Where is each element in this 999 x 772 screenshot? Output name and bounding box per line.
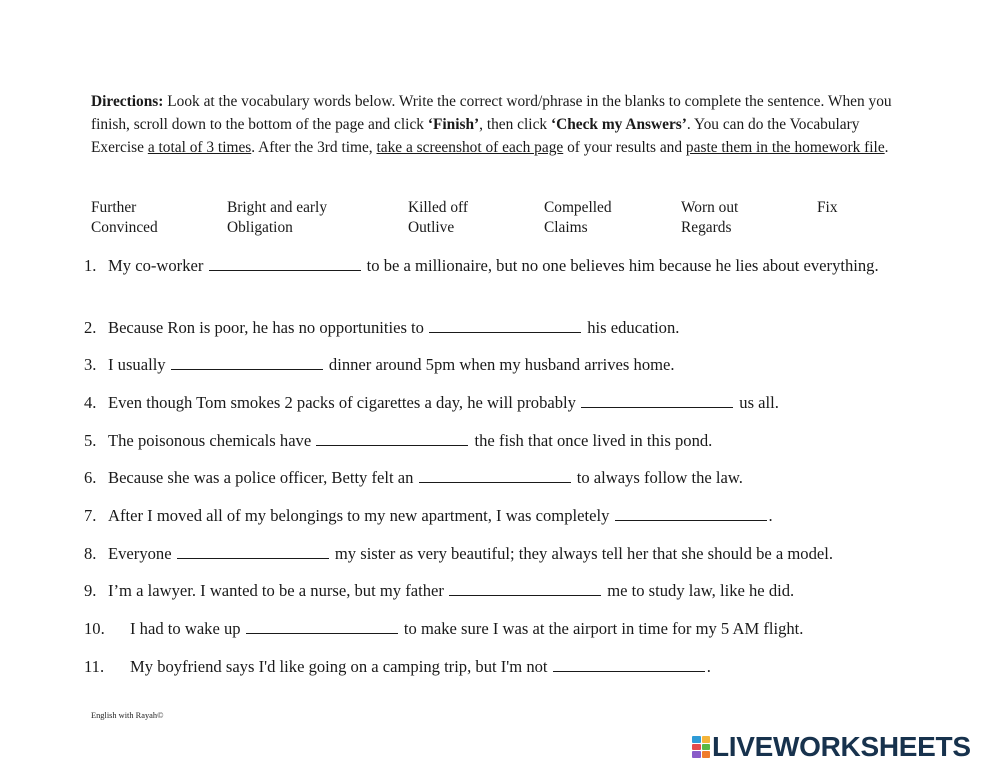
question-text-before: I usually <box>108 355 170 374</box>
question-number: 6. <box>84 468 97 487</box>
question-text-before: The poisonous chemicals have <box>108 431 316 450</box>
question-text <box>130 616 924 641</box>
question-item <box>84 428 924 453</box>
logo-square <box>702 736 711 743</box>
question-item <box>84 315 924 340</box>
vocab-word: Claims <box>544 219 588 236</box>
finish-reference: ‘Finish’ <box>427 116 480 134</box>
vocab-word: Fix <box>817 199 838 216</box>
directions-text-3: . You can do the Vocabulary Exercise <box>91 116 860 157</box>
vocab-word: Convinced <box>91 219 158 236</box>
logo-square <box>692 736 701 743</box>
vocab-word: Compelled <box>544 199 612 216</box>
question-number: 11. <box>84 657 105 676</box>
question-number: 2. <box>84 318 97 337</box>
question-item <box>84 541 924 566</box>
vocab-word: Obligation <box>227 219 293 236</box>
logo-square <box>702 751 711 758</box>
directions-text-6: . <box>884 139 889 157</box>
question-text-before: I’m a lawyer. I wanted to be a nurse, but my father <box>108 581 449 600</box>
vocab-word: Outlive <box>408 219 455 236</box>
answer-blank-2[interactable] <box>429 318 581 333</box>
question-item <box>84 578 924 603</box>
question-text <box>108 390 924 415</box>
question-number: 3. <box>84 355 97 374</box>
question-text-before: Even though Tom smokes 2 packs of cigarettes a day, he will probably <box>108 393 581 412</box>
question-text-after: me to study law, like he did. <box>603 581 795 600</box>
question-item <box>84 654 924 679</box>
question-text <box>108 541 924 566</box>
author-credit: English with Rayah© <box>91 711 164 720</box>
question-item <box>84 253 924 278</box>
answer-blank-8[interactable] <box>177 544 329 559</box>
question-text-after: to make sure I was at the airport in time for my 5 AM flight. <box>399 619 804 638</box>
question-number: 5. <box>84 431 97 450</box>
answer-blank-11[interactable] <box>553 657 705 672</box>
question-text <box>108 253 924 278</box>
vocab-word: Worn out <box>681 199 739 216</box>
question-text-after: dinner around 5pm when my husband arrives home. <box>324 355 675 374</box>
vocab-word: Further <box>91 199 137 216</box>
question-item <box>84 390 924 415</box>
directions-label: Directions: <box>91 93 164 110</box>
question-text-after: my sister as very beautiful; they always tell her that she should be a model. <box>330 544 834 563</box>
directions-text-2: , then click <box>479 116 551 134</box>
question-text-before: I had to wake up <box>130 619 245 638</box>
answer-blank-5[interactable] <box>316 431 468 446</box>
question-text-before: After I moved all of my belongings to my new apartment, I was completely <box>108 506 614 525</box>
question-text <box>108 428 924 453</box>
directions-text-5: of your results and <box>563 139 686 157</box>
question-text <box>108 503 924 528</box>
question-item <box>84 503 924 528</box>
vocab-word: Killed off <box>408 199 468 216</box>
answer-blank-6[interactable] <box>419 468 571 483</box>
question-text <box>108 465 924 490</box>
question-number: 4. <box>84 393 97 412</box>
question-text <box>108 352 924 377</box>
question-text <box>130 654 924 679</box>
answer-blank-10[interactable] <box>246 619 398 634</box>
logo-wordmark: LIVEWORKSHEETS <box>712 731 971 762</box>
question-text <box>108 578 924 603</box>
answer-blank-9[interactable] <box>449 581 601 596</box>
question-text-before: Everyone <box>108 544 176 563</box>
logo-squares-icon <box>692 736 710 758</box>
answer-blank-4[interactable] <box>581 393 733 408</box>
vocab-word: Bright and early <box>227 199 328 216</box>
question-text-before: Because she was a police officer, Betty felt an <box>108 468 418 487</box>
logo-square <box>692 751 701 758</box>
question-text-after: his education. <box>583 318 680 337</box>
question-text-after: to always follow the law. <box>572 468 743 487</box>
screenshot-instruction: take a screenshot of each page <box>376 139 564 157</box>
question-text-after: . <box>706 657 711 676</box>
vocab-word: Regards <box>681 219 732 236</box>
paste-instruction: paste them in the homework file <box>685 139 885 157</box>
answer-blank-3[interactable] <box>171 355 323 370</box>
answer-blank-1[interactable] <box>209 256 361 271</box>
answer-blank-7[interactable] <box>615 506 767 521</box>
question-item <box>84 352 924 377</box>
question-text-after: us all. <box>735 393 779 412</box>
question-number: 7. <box>84 506 97 525</box>
directions-text-4: . After the 3rd time, <box>251 139 377 157</box>
liveworksheets-logo[interactable] <box>692 731 971 763</box>
question-number: 10. <box>84 619 105 638</box>
question-text <box>108 315 924 340</box>
question-item <box>84 616 924 641</box>
question-number: 9. <box>84 581 97 600</box>
question-number: 1. <box>84 256 97 275</box>
directions-text-1: Look at the vocabulary words below. Write the correct word/phrase in the blanks to complete the sentence. When you finish, scroll down to the bottom of the page and click <box>91 93 892 134</box>
attempts-limit-note: a total of 3 times <box>147 139 252 157</box>
question-text-before: My co-worker <box>108 256 208 275</box>
question-text-after: the fish that once lived in this pond. <box>470 431 713 450</box>
question-text-before: My boyfriend says I'd like going on a camping trip, but I'm not <box>130 657 552 676</box>
check-answers-reference: ‘Check my Answers’ <box>550 116 687 134</box>
logo-square <box>692 744 701 751</box>
question-item <box>84 465 924 490</box>
question-text-before: Because Ron is poor, he has no opportunities to <box>108 318 429 337</box>
question-text-after: . <box>768 506 773 525</box>
logo-square <box>702 744 711 751</box>
question-text-after: to be a millionaire, but no one believes him because he lies about everything. <box>362 256 879 275</box>
question-number: 8. <box>84 544 97 563</box>
